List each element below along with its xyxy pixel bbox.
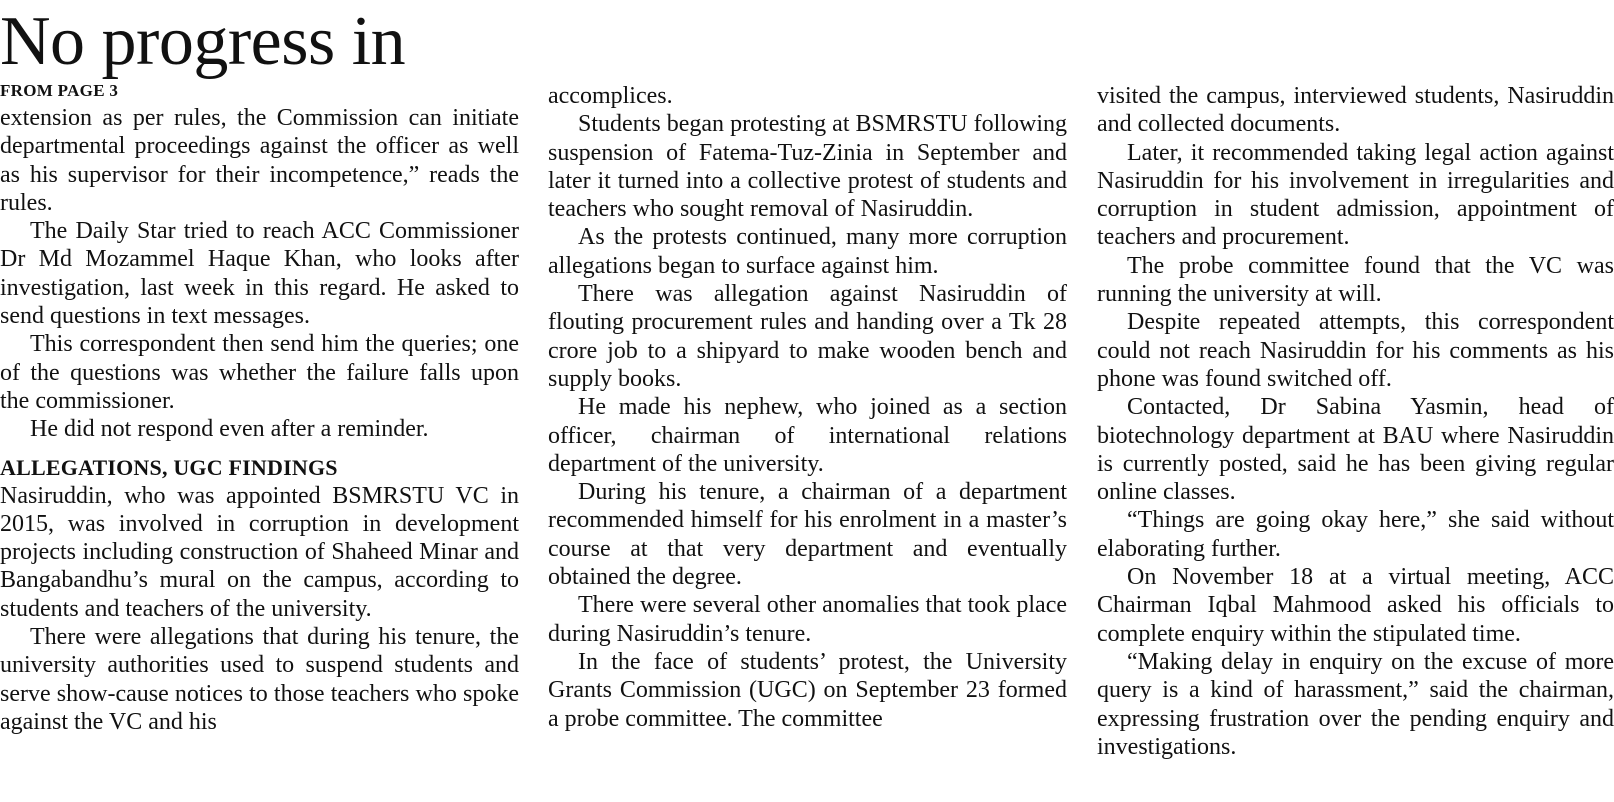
article-column-2 <box>548 82 1067 733</box>
paragraph: As the protests continued, many more corruption allegations began to surface against him. <box>548 224 1067 279</box>
paragraph: “Things are going okay here,” she said without elaborating further. <box>1097 507 1614 562</box>
paragraph: This correspondent then send him the queries; one of the questions was whether the failure falls upon the commissioner. <box>0 331 519 414</box>
paragraph: Nasiruddin, who was appointed BSMRSTU VC in 2015, was involved in corruption in development projects including construction of Shaheed Minar and Bangabandhu’s mural on the campus, according to students and teachers of the university. <box>0 482 519 622</box>
paragraph: In the face of students’ protest, the University Grants Commission (UGC) on September 23 formed a probe committee. The committee <box>548 648 1067 732</box>
paragraph: Despite repeated attempts, this correspondent could not reach Nasiruddin for his comments as his phone was found switched off. <box>1097 309 1614 392</box>
paragraph: Later, it recommended taking legal action against Nasiruddin for his involvement in irregularities and corruption in student admission, appointment of teachers and procurement. <box>1097 139 1614 251</box>
paragraph: There was allegation against Nasiruddin of flouting procurement rules and handing over a Tk 28 crore job to a shipyard to make wooden bench and supply books. <box>548 281 1067 392</box>
paragraph: There were several other anomalies that took place during Nasiruddin’s tenure. <box>548 592 1067 647</box>
continued-from-label: FROM PAGE 3 <box>0 81 119 100</box>
paragraph: The probe committee found that the VC was running the university at will. <box>1097 252 1614 308</box>
section-subhead: ALLEGATIONS, UGC FINDINGS <box>0 454 338 480</box>
article-column-3 <box>1097 82 1614 761</box>
paragraph: On November 18 at a virtual meeting, ACC Chairman Iqbal Mahmood asked his officials to complete enquiry within the stipulated time. <box>1097 564 1614 647</box>
article-column-1 <box>0 104 519 736</box>
paragraph: During his tenure, a chairman of a department recommended himself for his enrolment in a master’s course at that very department and eventually obtained the degree. <box>548 479 1067 591</box>
paragraph: accomplices. <box>548 83 673 109</box>
paragraph: There were allegations that during his tenure, the university authorities used to suspend students and serve show-cause notices to those teachers who spoke against the VC and his <box>0 624 519 735</box>
paragraph: Students began protesting at BSMRSTU following suspension of Fatema-Tuz-Zinia in September and later it turned into a collective protest of students and teachers who sought removal of Nasiruddin. <box>548 111 1067 223</box>
paragraph: He did not respond even after a reminder. <box>30 416 429 443</box>
paragraph: Contacted, Dr Sabina Yasmin, head of biotechnology department at BAU where Nasiruddin is currently posted, said he has been giving regular online classes. <box>1097 394 1614 506</box>
paragraph: visited the campus, interviewed students, Nasiruddin and collected documents. <box>1097 83 1614 138</box>
paragraph: extension as per rules, the Commission can initiate departmental proceedings against the officer as well as his supervisor for their incompetence,” reads the rules. <box>0 105 519 216</box>
headline: No progress in <box>0 3 406 80</box>
paragraph: The Daily Star tried to reach ACC Commissioner Dr Md Mozammel Haque Khan, who looks after investigation, last week in this regard. He asked to send questions in text messages. <box>0 218 519 330</box>
paragraph: “Making delay in enquiry on the excuse of more query is a kind of harassment,” said the chairman, expressing frustration over the pending enquiry and investigations. <box>1097 648 1614 760</box>
paragraph: He made his nephew, who joined as a section officer, chairman of international relations department of the university. <box>548 394 1067 477</box>
